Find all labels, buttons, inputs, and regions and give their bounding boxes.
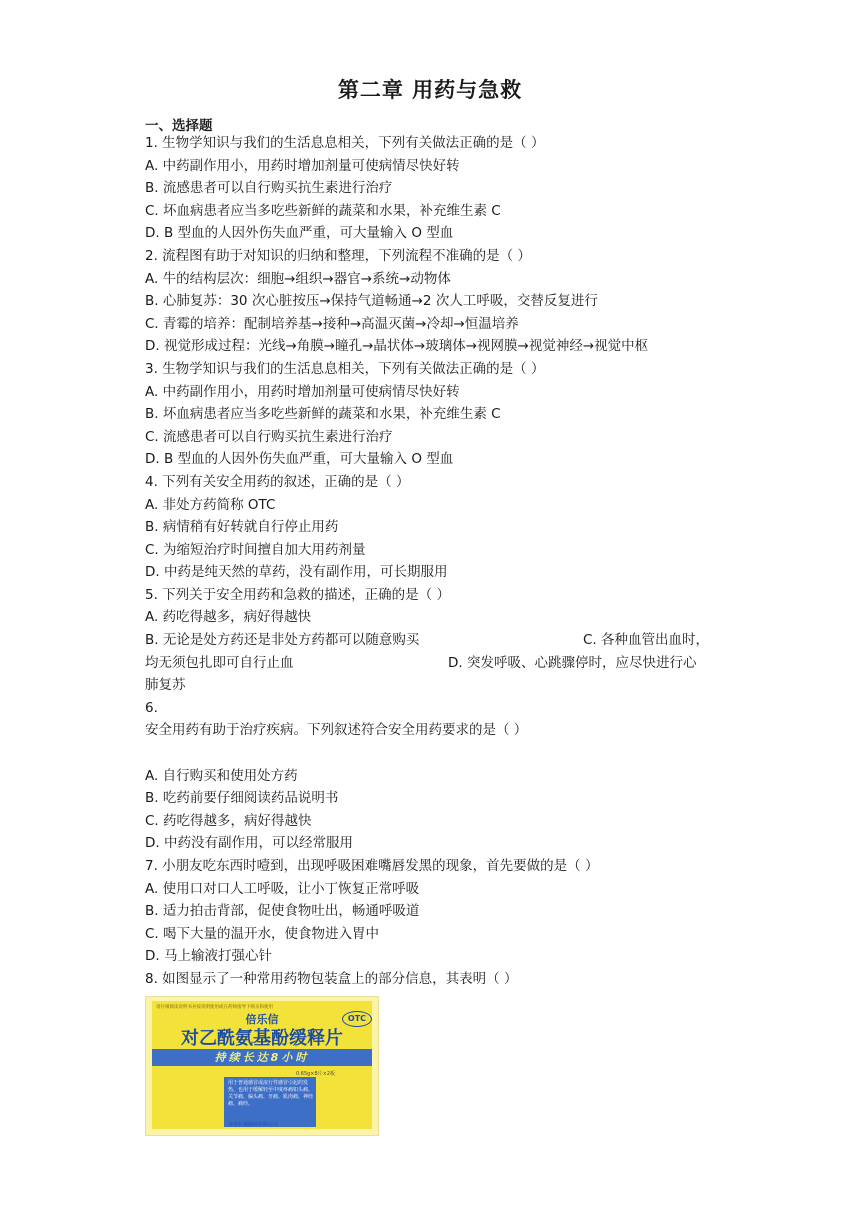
package-warning: 请仔细阅读说明书并按说明使用或在药师指导下购买和使用 bbox=[156, 1005, 273, 1010]
package-duration-band: 持续长达8小时 bbox=[152, 1049, 372, 1066]
q7-option-c: C. 喝下大量的温开水，使食物进入胃中 bbox=[145, 925, 380, 942]
q3-stem: 3. 生物学知识与我们的生活息息相关，下列有关做法正确的是（ ） bbox=[145, 360, 545, 377]
q5-option-c-end: 均无须包扎即可自行止血 bbox=[145, 654, 294, 671]
package-drug-name: 对乙酰氨基酚缓释片 bbox=[181, 1028, 343, 1049]
q4-option-c: C. 为缩短治疗时间擅自加大用药剂量 bbox=[145, 541, 366, 558]
q5-line-c-d bbox=[145, 652, 725, 675]
q1-option-c: C. 坏血病患者应当多吃些新鲜的蔬菜和水果，补充维生素 C bbox=[145, 202, 501, 219]
q5-option-c-start: C. 各种血管出血时， bbox=[583, 632, 710, 649]
q2-option-d: D. 视觉形成过程：光线→角膜→瞳孔→晶状体→玻璃体→视网膜→视觉神经→视觉中枢 bbox=[145, 338, 649, 355]
q6-option-a: A. 自行购买和使用处方药 bbox=[145, 767, 298, 784]
q6-option-c: C. 药吃得越多，病好得越快 bbox=[145, 812, 312, 829]
q5-option-a: A. 药吃得越多，病好得越快 bbox=[145, 609, 312, 626]
q2-option-b: B. 心肺复苏：30 次心脏按压→保持气道畅通→2 次人工呼吸，交替反复进行 bbox=[145, 293, 598, 310]
q4-stem: 4. 下列有关安全用药的叙述，正确的是（ ） bbox=[145, 473, 410, 490]
q7-option-b: B. 适力拍击背部，促使食物吐出，畅通呼吸道 bbox=[145, 903, 420, 920]
q5-option-b: B. 无论是处方药还是非处方药都可以随意购买 bbox=[145, 632, 420, 649]
package-spec: 0.65g×8片×2板 bbox=[296, 1071, 336, 1077]
q6-option-d: D. 中药没有副作用，可以经常服用 bbox=[145, 835, 353, 852]
q3-option-c: C. 流感患者可以自行购买抗生素进行治疗 bbox=[145, 428, 393, 445]
q6-stem: 安全用药有助于治疗疾病。下列叙述符合安全用药要求的是（ ） bbox=[145, 722, 528, 739]
q4-option-d: D. 中药是纯天然的草药，没有副作用，可长期服用 bbox=[145, 564, 448, 581]
q1-option-a: A. 中药副作用小，用药时增加剂量可使病情尽快好转 bbox=[145, 157, 460, 174]
q5-stem: 5. 下列关于安全用药和急救的描述，正确的是（ ） bbox=[145, 586, 450, 603]
q2-stem: 2. 流程图有助于对知识的归纳和整理，下列流程不准确的是（ ） bbox=[145, 247, 531, 264]
q5-option-d-start: D. 突发呼吸、心跳骤停时，应尽快进行心 bbox=[448, 654, 697, 671]
blank-line bbox=[145, 742, 725, 765]
package-indication: 用于普通感冒或流行性感冒引起的发热，也用于缓解轻至中度疼痛如头痛、关节痛、偏头痛、牙痛、肌肉痛、神经痛、痛经。 bbox=[228, 1080, 314, 1107]
medicine-package-image bbox=[145, 996, 379, 1136]
q4-option-b: B. 病情稍有好转就自行停止用药 bbox=[145, 519, 339, 536]
q7-stem: 7. 小朋友吃东西时噎到，出现呼吸困难嘴唇发黑的现象，首先要做的是（ ） bbox=[145, 858, 599, 874]
q6-option-b: B. 吃药前要仔细阅读药品说明书 bbox=[145, 790, 339, 807]
q1-option-b: B. 流感患者可以自行购买抗生素进行治疗 bbox=[145, 180, 393, 197]
package-brand: 倍乐信 bbox=[245, 1013, 279, 1026]
page-title: 第二章 用药与急救 bbox=[337, 78, 523, 102]
q1-option-d: D. B 型血的人因外伤失血严重，可大量输入 O 型血 bbox=[145, 225, 454, 242]
q7-option-d: D. 马上输液打强心针 bbox=[145, 948, 272, 965]
package-manufacturer: 济南长城制药有限公司 bbox=[228, 1122, 279, 1128]
q7-option-a: A. 使用口对口人工呼吸，让小丁恢复正常呼吸 bbox=[145, 880, 420, 897]
question-list bbox=[145, 132, 725, 991]
q3-option-a: A. 中药副作用小，用药时增加剂量可使病情尽快好转 bbox=[145, 383, 460, 400]
q8-stem: 8. 如图显示了一种常用药物包装盒上的部分信息，其表明（ ） bbox=[145, 970, 518, 987]
q4-option-a: A. 非处方药简称 OTC bbox=[145, 496, 276, 513]
q5-option-d-end: 肺复苏 bbox=[145, 677, 186, 694]
q5-line-b-c bbox=[145, 629, 725, 652]
otc-badge: OTC bbox=[342, 1011, 372, 1027]
section-heading: 一、选择题 bbox=[145, 118, 213, 134]
q2-option-c: C. 青霉的培养：配制培养基→接种→高温灭菌→冷却→恒温培养 bbox=[145, 315, 519, 332]
q2-option-a: A. 牛的结构层次：细胞→组织→器官→系统→动物体 bbox=[145, 270, 451, 287]
q6-number: 6. bbox=[145, 699, 158, 716]
q3-option-d: D. B 型血的人因外伤失血严重，可大量输入 O 型血 bbox=[145, 451, 454, 468]
q3-option-b: B. 坏血病患者应当多吃些新鲜的蔬菜和水果，补充维生素 C bbox=[145, 406, 501, 423]
q1-stem: 1. 生物学知识与我们的生活息息相关，下列有关做法正确的是（ ） bbox=[145, 135, 545, 151]
